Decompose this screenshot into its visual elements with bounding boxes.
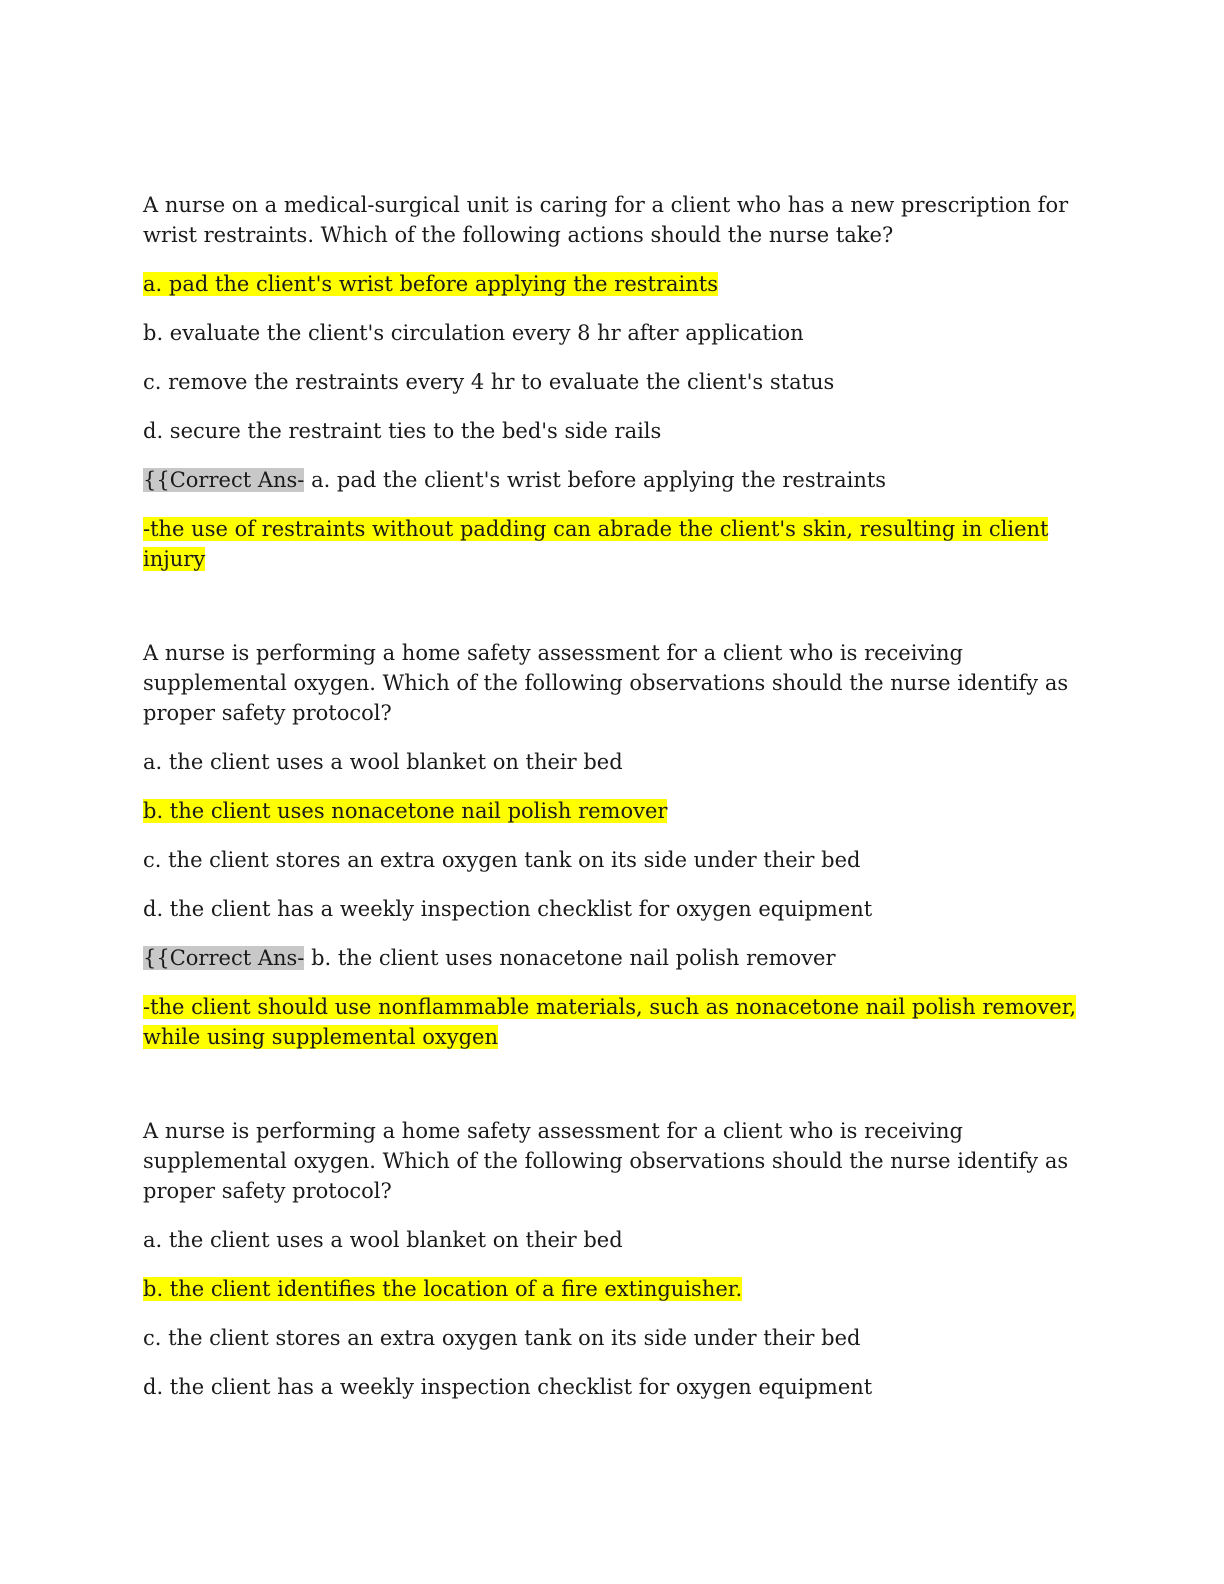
highlighted-option: a. pad the client's wrist before applying the restraints [143,272,718,296]
option-a [143,269,1088,299]
answer-tag: {{Correct Ans- [143,468,305,492]
question-stem: A nurse is performing a home safety assessment for a client who is receiving supplemental oxygen. Which of the following observations should the nurse identify as proper safety protocol? [143,1119,1069,1203]
rationale [143,992,1088,1052]
question-block-3 [143,1116,1088,1402]
option-c: c. the client stores an extra oxygen tank on its side under their bed [143,1326,861,1350]
correct-answer [143,465,1088,495]
question-stem: A nurse on a medical-surgical unit is caring for a client who has a new prescription for wrist restraints. Which of the following actions should the nurse take? [143,193,1069,247]
rationale [143,514,1088,574]
highlighted-option: b. the client identifies the location of a fire extinguisher. [143,1277,743,1301]
rationale-text: -the use of restraints without padding can abrade the client's skin, resulting in client injury [143,517,1049,571]
question-block-2 [143,638,1088,1052]
highlighted-option: b. the client uses nonacetone nail polish remover [143,799,668,823]
option-a: a. the client uses a wool blanket on their bed [143,1228,623,1252]
question-block-1 [143,190,1088,574]
answer-tag: {{Correct Ans- [143,946,305,970]
option-c: c. remove the restraints every 4 hr to evaluate the client's status [143,370,835,394]
option-d: d. the client has a weekly inspection checklist for oxygen equipment [143,1375,873,1399]
correct-answer [143,943,1088,973]
answer-text: b. the client uses nonacetone nail polish remover [304,946,836,970]
option-c: c. the client stores an extra oxygen tank on its side under their bed [143,848,861,872]
option-d: d. the client has a weekly inspection checklist for oxygen equipment [143,897,873,921]
option-b: b. evaluate the client's circulation every 8 hr after application [143,321,804,345]
option-a: a. the client uses a wool blanket on their bed [143,750,623,774]
answer-text: a. pad the client's wrist before applying the restraints [304,468,887,492]
option-b [143,1274,1088,1304]
option-d: d. secure the restraint ties to the bed's side rails [143,419,662,443]
rationale-text: -the client should use nonflammable materials, such as nonacetone nail polish remover, while using supplemental oxygen [143,995,1077,1049]
question-stem: A nurse is performing a home safety assessment for a client who is receiving supplemental oxygen. Which of the following observations should the nurse identify as proper safety protocol? [143,641,1069,725]
option-b [143,796,1088,826]
document-content [143,190,1088,1421]
